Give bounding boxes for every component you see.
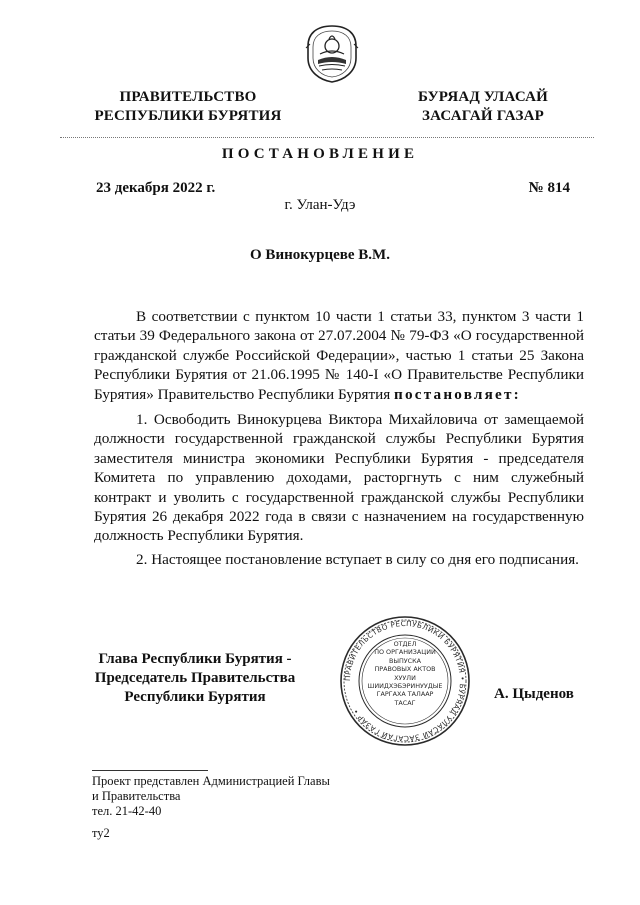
header-right-line1: БУРЯАД УЛАСАЙ [417,89,549,105]
header-right [390,88,576,126]
stamp-line: ГАРГАХА ТАЛААР [376,690,434,699]
preamble-paragraph [94,307,584,404]
coat-of-arms-icon [304,24,360,84]
footer-line1: Проект представлен Администрацией Главы [92,774,330,788]
signature-position-line3: Республики Бурятия [124,689,266,705]
stamp-line: ТАСАГ [394,698,416,707]
stamp-outer-text: ПРАВИТЕЛЬСТВО РЕСПУБЛИКИ БУРЯТИЯ • БУРЯАД УЛАСАЙ ЗАСАГАЙ ГАЗАР • [342,618,468,744]
stamp-line: ВЫПУСКА [388,656,422,665]
preamble-text: В соответствии с пунктом 10 части 1 статьи 33, пунктом 3 части 1 статьи 39 Федерального закона от 27.07.2004 № 79-ФЗ «О государственной гражданской службе Российской Федерации», частью 1 статьи 25 Закона Республики Бурятия от 21.06.1995 № 140-I «О Правительстве Республики Бурятия» Правительство Республики Бурятия [94,308,584,403]
stamp-line: ПРАВОВЫХ АКТОВ [374,665,436,674]
item-2-paragraph [94,550,584,569]
header-left-line1: ПРАВИТЕЛЬСТВО [119,89,257,105]
footer-note [92,774,392,819]
doc-type-title: ПОСТАНОВЛЕНИЕ [221,146,419,162]
signature-position [84,650,306,707]
item-1-paragraph [94,410,584,546]
header-left-line2: РЕСПУБЛИКИ БУРЯТИЯ [94,108,282,124]
signature-name: А. Цыденов [494,686,574,702]
footer-line3: тел. 21-42-40 [92,804,162,818]
doc-subject: О Винокурцеве В.М. [250,247,390,263]
stamp-center-text [364,640,446,707]
stamp-line: ПО ОРГАНИЗАЦИИ [374,648,436,657]
item-2-text: 2. Настоящее постановление вступает в силу со дня его подписания. [136,551,579,568]
stamp-line: ШИИДХЭБЭРИНУУДЫЕ [367,682,443,691]
stamp-line: ОТДЕЛ [393,640,417,648]
stamp-line: ХУУЛИ [394,673,416,682]
header-divider [60,137,594,138]
doc-date: 23 декабря 2022 г. [96,180,216,196]
header-right-line2: ЗАСАГАЙ ГАЗАР [422,108,544,124]
signature-position-line1: Глава Республики Бурятия - [98,651,292,667]
footer-line2: и Правительства [92,789,181,803]
doc-number: № 814 [528,180,570,196]
footer-code: ту2 [92,826,110,840]
item-1-text: 1. Освободить Винокурцева Виктора Михайловича от замещаемой должности государственной гражданской службы Республики Бурятия заместителя министра экономики Республики Бурятия - председателя Комитета по управлению доходами, расторгнуть с ним служебный контракт и уволить с государственной гражданской службы Республики Бурятия 26 декабря 2022 года в связи с назначением на государственную должность Республики Бурятия. [94,411,584,545]
doc-city: г. Улан-Удэ [284,197,356,213]
signature-position-line2: Председатель Правительства [94,670,296,686]
header-left [84,88,292,126]
decree-word: постановляет: [394,385,521,403]
footer-divider [92,770,208,771]
